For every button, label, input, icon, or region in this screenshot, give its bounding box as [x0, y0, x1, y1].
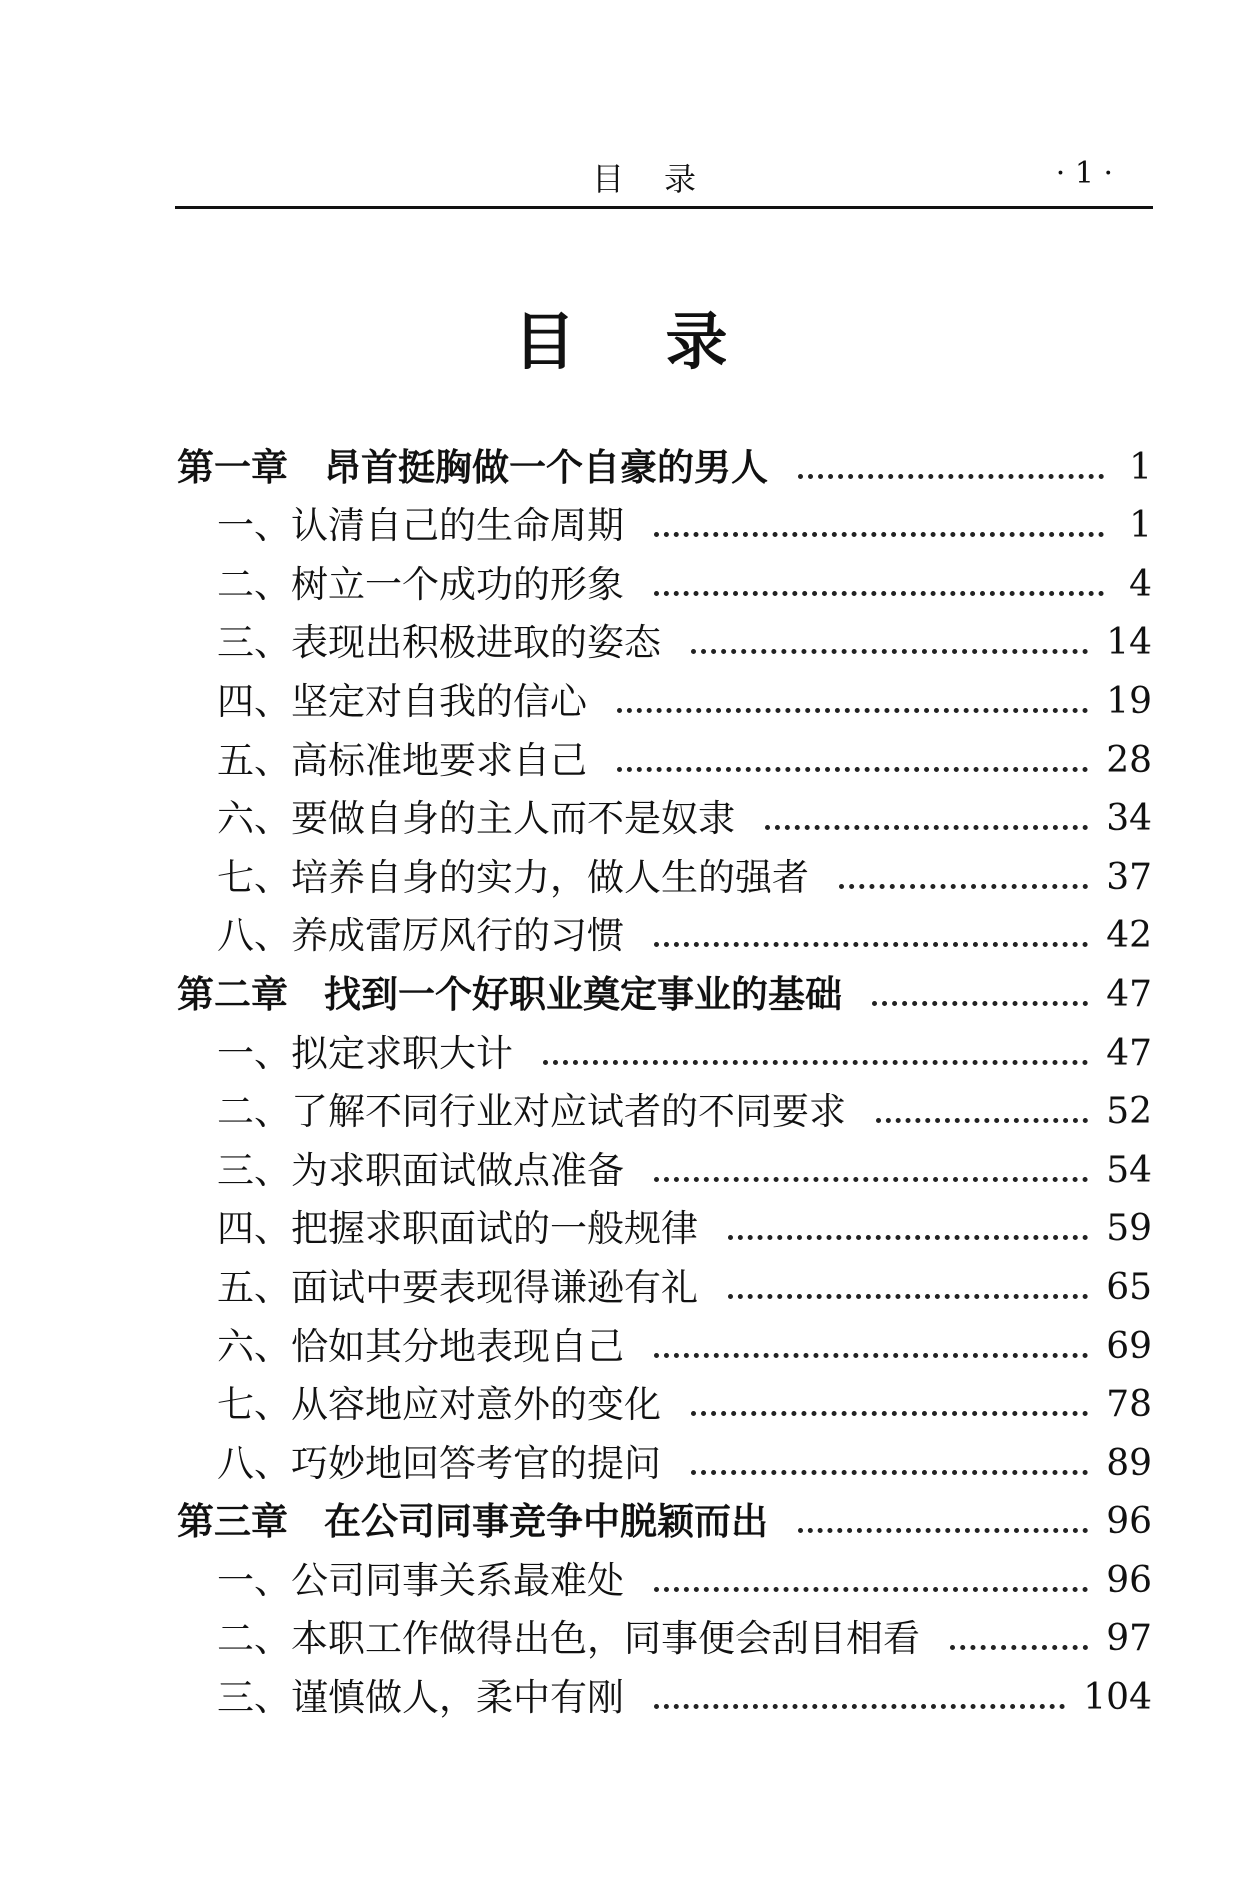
toc-page-number: 1 [1129, 446, 1152, 488]
dot-leader [654, 532, 1104, 537]
header-rule [175, 206, 1153, 209]
toc-label: 四、坚定对自我的信心 [217, 679, 587, 723]
toc-page-number: 14 [1106, 622, 1152, 664]
toc-section [177, 1545, 1152, 1604]
toc-label: 二、树立一个成功的形象 [217, 562, 624, 606]
dot-leader [654, 591, 1104, 596]
dot-leader [798, 1528, 1088, 1533]
toc-chapter [177, 959, 1152, 1018]
chapter-title: 昂首挺胸做一个自豪的男人 [324, 445, 768, 489]
toc-page-number: 96 [1106, 1559, 1152, 1601]
toc-label: 一、公司同事关系最难处 [217, 1558, 624, 1602]
dot-leader [765, 825, 1088, 830]
toc-label [177, 445, 768, 491]
dot-leader [654, 1177, 1088, 1182]
toc-chapter [177, 1487, 1152, 1546]
dot-leader [950, 1645, 1088, 1650]
toc-page-number: 89 [1106, 1442, 1152, 1484]
dot-leader [839, 884, 1088, 889]
toc-label: 三、谨慎做人，柔中有刚 [217, 1676, 624, 1720]
toc-label: 四、把握求职面试的一般规律 [217, 1207, 698, 1251]
dot-leader [872, 1001, 1088, 1006]
toc-page-number: 104 [1083, 1677, 1152, 1719]
toc-page-number: 4 [1129, 563, 1152, 605]
dot-leader [691, 1470, 1088, 1475]
toc-section [177, 901, 1152, 960]
toc-label: 一、认清自己的生命周期 [217, 504, 624, 548]
chapter-title: 在公司同事竞争中脱颖而出 [324, 1500, 768, 1544]
dot-leader [654, 1704, 1065, 1709]
toc-section [177, 1252, 1152, 1311]
toc-section [177, 1018, 1152, 1077]
toc-chapter [177, 432, 1152, 491]
toc-page-number: 47 [1106, 1032, 1152, 1074]
toc-page-number: 42 [1106, 915, 1152, 957]
dot-leader [617, 708, 1088, 713]
toc-section [177, 784, 1152, 843]
toc-page-number: 34 [1106, 798, 1152, 840]
toc-page-number: 37 [1106, 856, 1152, 898]
dot-leader [654, 1587, 1088, 1592]
toc-page-number: 47 [1106, 973, 1152, 1015]
running-title: 目录 [591, 160, 736, 198]
toc-section [177, 608, 1152, 667]
toc-section [177, 1662, 1152, 1721]
toc-section [177, 1077, 1152, 1136]
toc-section [177, 666, 1152, 725]
dot-leader [617, 767, 1088, 772]
toc-page-number: 19 [1106, 680, 1152, 722]
toc-section [177, 491, 1152, 550]
toc-label: 八、巧妙地回答考官的提问 [217, 1441, 661, 1485]
toc-page-number: 96 [1106, 1501, 1152, 1543]
toc-label: 七、培养自身的实力，做人生的强者 [217, 855, 809, 899]
dot-leader [691, 649, 1088, 654]
dot-leader [543, 1060, 1088, 1065]
toc-label: 七、从容地应对意外的变化 [217, 1383, 661, 1427]
page-title: 目录 [513, 305, 818, 378]
toc-section [177, 1604, 1152, 1663]
chapter-number: 第一章 [177, 445, 288, 489]
toc-section [177, 1428, 1152, 1487]
chapter-number: 第二章 [177, 972, 288, 1016]
chapter-number: 第三章 [177, 1500, 288, 1544]
dot-leader [691, 1411, 1088, 1416]
toc-page-number: 54 [1106, 1149, 1152, 1191]
toc-label: 三、为求职面试做点准备 [217, 1148, 624, 1192]
toc-label: 六、要做自身的主人而不是奴隶 [217, 797, 735, 841]
table-of-contents [177, 432, 1152, 1721]
toc-section [177, 725, 1152, 784]
toc-section [177, 549, 1152, 608]
toc-page-number: 97 [1106, 1618, 1152, 1660]
toc-label [177, 1499, 768, 1545]
toc-label: 六、恰如其分地表现自己 [217, 1324, 624, 1368]
toc-page-number: 59 [1106, 1208, 1152, 1250]
toc-section [177, 842, 1152, 901]
toc-section [177, 1194, 1152, 1253]
toc-label: 五、高标准地要求自己 [217, 738, 587, 782]
dot-leader [654, 942, 1088, 947]
dot-leader [728, 1294, 1088, 1299]
toc-section [177, 1311, 1152, 1370]
toc-section [177, 1370, 1152, 1429]
toc-page-number: 78 [1106, 1384, 1152, 1426]
toc-label: 五、面试中要表现得谦逊有礼 [217, 1265, 698, 1309]
toc-page-number: 65 [1106, 1266, 1152, 1308]
dot-leader [654, 1353, 1088, 1358]
running-head [175, 150, 1153, 200]
toc-label [177, 972, 842, 1018]
toc-label: 八、养成雷厉风行的习惯 [217, 914, 624, 958]
toc-label: 三、表现出积极进取的姿态 [217, 621, 661, 665]
toc-label: 二、本职工作做得出色，同事便会刮目相看 [217, 1617, 920, 1661]
dot-leader [798, 474, 1104, 479]
chapter-title: 找到一个好职业奠定事业的基础 [324, 972, 842, 1016]
toc-section [177, 1135, 1152, 1194]
toc-page-number: 1 [1129, 505, 1152, 547]
page-number: · 1 · [1055, 156, 1113, 191]
toc-label: 一、拟定求职大计 [217, 1031, 513, 1075]
toc-page-number: 69 [1106, 1325, 1152, 1367]
dot-leader [876, 1118, 1088, 1123]
toc-label: 二、了解不同行业对应试者的不同要求 [217, 1090, 846, 1134]
toc-page-number: 28 [1106, 739, 1152, 781]
dot-leader [728, 1235, 1088, 1240]
toc-page-number: 52 [1106, 1091, 1152, 1133]
